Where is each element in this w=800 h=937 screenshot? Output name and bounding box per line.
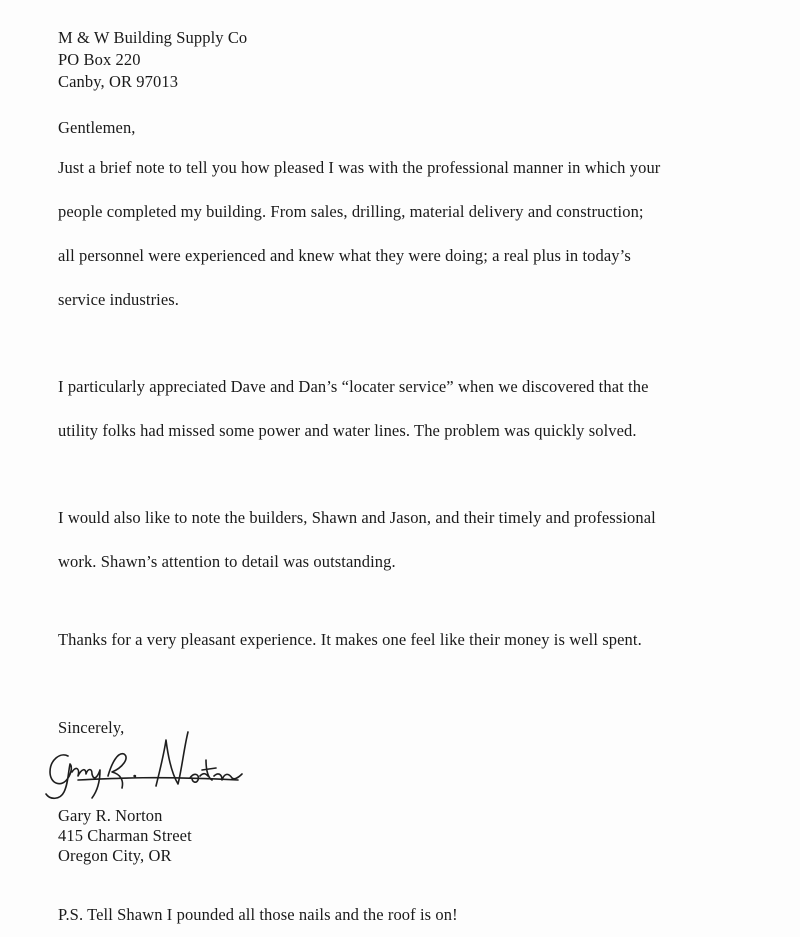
sender-street: 415 Charman Street (58, 826, 192, 845)
paragraph-1-line-4: service industries. (58, 290, 180, 309)
paragraph-2-line-1: I particularly appreciated Dave and Dan’s “locater service” when we discovered that the (58, 377, 649, 396)
paragraph-3-line-1: I would also like to note the builders, Shawn and Jason, and their timely and professional (58, 508, 656, 527)
signature-image (38, 718, 248, 803)
sender-city-state: Oregon City, OR (58, 846, 172, 865)
postscript: P.S. Tell Shawn I pounded all those nails and the roof is on! (58, 905, 458, 924)
recipient-company: M & W Building Supply Co (58, 28, 248, 47)
closing: Sincerely, (58, 718, 125, 737)
recipient-po-box: PO Box 220 (58, 50, 141, 69)
sender-name: Gary R. Norton (58, 806, 163, 825)
paragraph-2-line-2: utility folks had missed some power and water lines. The problem was quickly solved. (58, 421, 637, 440)
salutation: Gentlemen, (58, 118, 136, 137)
paragraph-4: Thanks for a very pleasant experience. It makes one feel like their money is well spent. (58, 630, 642, 649)
paragraph-1-line-3: all personnel were experienced and knew what they were doing; a real plus in today’s (58, 246, 631, 265)
paragraph-3-line-2: work. Shawn’s attention to detail was outstanding. (58, 552, 396, 571)
paragraph-1-line-1: Just a brief note to tell you how pleased I was with the professional manner in which your (58, 158, 661, 177)
paragraph-1-line-2: people completed my building. From sales, drilling, material delivery and construction; (58, 202, 644, 221)
recipient-city-state-zip: Canby, OR 97013 (58, 72, 179, 91)
